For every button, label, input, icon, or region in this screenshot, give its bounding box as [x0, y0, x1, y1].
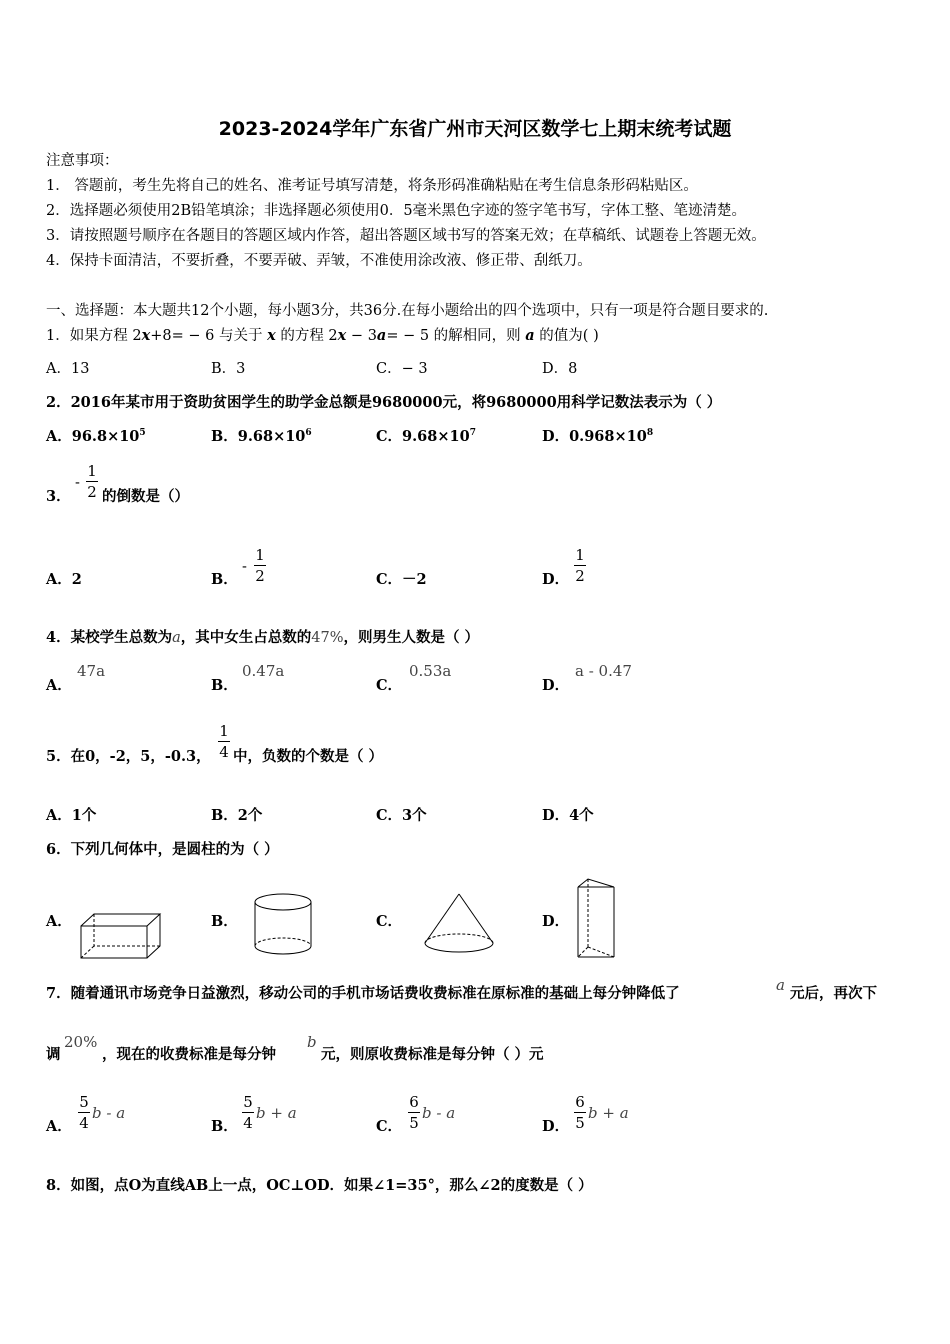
- question-7-line-1-end: 元后，再次下: [790, 985, 877, 1002]
- option-a: A．2: [46, 571, 82, 588]
- minus-sign: -: [242, 559, 247, 575]
- fraction: 1 2: [575, 546, 585, 585]
- fraction: 6 5: [409, 1093, 419, 1132]
- option-b: B．: [211, 571, 238, 588]
- notice-item: 2．选择题必须使用2B铅笔填涂；非选择题必须使用0．5毫米黑色字迹的签字笔书写，字体工整、笔迹清楚。: [46, 203, 747, 219]
- option-b: B．: [211, 1118, 238, 1135]
- option-b: B．: [211, 677, 238, 694]
- option-a-expression: b - a: [92, 1104, 126, 1122]
- option-c-expression: b - a: [422, 1104, 456, 1122]
- option-d-expression: a - 0.47: [575, 662, 632, 680]
- fraction: 1 2: [255, 546, 265, 585]
- option-c: C．: [376, 677, 403, 694]
- option-a: A．13: [46, 361, 90, 377]
- option-d: D．: [542, 677, 570, 694]
- option-a: A．: [46, 677, 72, 694]
- option-d: D．: [542, 571, 570, 588]
- question-6-stem: 6．下列几何体中，是圆柱的为（ ）: [46, 841, 279, 858]
- option-d: D．4个: [542, 807, 594, 824]
- option-c: C．－2: [376, 571, 427, 588]
- fraction: 1 2: [87, 462, 97, 501]
- option-d-expression: b + a: [588, 1104, 629, 1122]
- notice-heading: 注意事项：: [46, 153, 119, 169]
- fraction: 1 4: [219, 722, 229, 761]
- cylinder-figure: [253, 892, 313, 958]
- notice-item: 1． 答题前，考生先将自己的姓名、准考证号填写清楚，将条形码准确粘贴在考生信息条形码粘贴区。: [46, 178, 698, 194]
- triangular-prism-figure: [575, 877, 617, 959]
- option-d: D．$0.968\times 10^8$: [542, 428, 654, 445]
- cone-figure: [423, 893, 495, 955]
- option-b-expression: 0.47a: [242, 662, 285, 680]
- option-a: A．$96.8\times 10^5$: [46, 428, 146, 445]
- question-5-stem-start: 5．在0，-2，5，-0.3，: [46, 748, 211, 765]
- option-b: B．3: [211, 361, 246, 377]
- question-3-stem: 的倒数是（）: [102, 488, 189, 505]
- option-d: D．8: [542, 361, 578, 377]
- question-3-number: 3．: [46, 488, 71, 505]
- notice-item: 4．保持卡面清洁，不要折叠，不要弄破、弄皱，不准使用涂改液、修正带、刮纸刀。: [46, 253, 592, 269]
- question-7-line-2-start: 调: [46, 1046, 61, 1063]
- fraction: 5 4: [243, 1093, 253, 1132]
- page-title: 2023-2024学年广东省广州市天河区数学七上期末统考试题: [218, 118, 732, 140]
- option-b: B．: [211, 913, 238, 930]
- option-c: C．3个: [376, 807, 427, 824]
- option-a: A．: [46, 1118, 72, 1135]
- percent-value: 20%: [64, 1033, 98, 1051]
- cuboid-figure: [80, 912, 162, 960]
- notice-item: 3．请按照题号顺序在各题目的答题区域内作答，超出答题区域书写的答案无效；在草稿纸、试题卷上答题无效。: [46, 228, 766, 244]
- option-c: C．$9.68\times 10^7$: [376, 428, 476, 445]
- option-b-expression: b + a: [256, 1104, 297, 1122]
- fraction: 5 4: [79, 1093, 89, 1132]
- question-7-line-2-end: 元，则原收费标准是每分钟（ ）元: [321, 1046, 544, 1063]
- variable-b: b: [307, 1033, 317, 1051]
- option-a-expression: 47a: [77, 662, 106, 680]
- question-5-stem-end: 中，负数的个数是（ ）: [233, 748, 384, 765]
- option-b: B．$9.68\times 10^6$: [211, 428, 312, 445]
- question-4-stem: 4．某校学生总数为a，其中女生占总数的47%，则男生人数是（ ）: [46, 629, 480, 646]
- question-7-line-1: 7．随着通讯市场竞争日益激烈，移动公司的手机市场话费收费标准在原标准的基础上每分钟降低了: [46, 985, 680, 1002]
- option-c-expression: 0.53a: [409, 662, 452, 680]
- section-heading: 一、选择题：本大题共12个小题，每小题3分，共36分.在每小题给出的四个选项中，只有一项是符合题目要求的.: [46, 303, 769, 319]
- question-1-stem: 1．如果方程 2x+8= − 6 与关于 x 的方程 2x − 3a= − 5 的解相同，则 a 的值为( ): [46, 327, 599, 344]
- question-7-line-2-mid: ，现在的收费标准是每分钟: [102, 1046, 276, 1063]
- option-c: C．: [376, 1118, 403, 1135]
- option-d: D．: [542, 1118, 570, 1135]
- option-a: A．: [46, 913, 72, 930]
- option-c: C．− 3: [376, 361, 428, 377]
- option-d: D．: [542, 913, 570, 930]
- option-c: C．: [376, 913, 403, 930]
- question-8-stem: 8．如图，点O为直线AB上一点，OC⊥OD．如果∠1=35°，那么∠2的度数是（ ）: [46, 1177, 593, 1194]
- question-2-stem: 2．2016年某市用于资助贫困学生的助学金总额是9680000元，将9680000用科学记数法表示为（ ）: [46, 394, 722, 411]
- variable-a: a: [776, 976, 785, 994]
- option-b: B．2个: [211, 807, 263, 824]
- fraction: 6 5: [575, 1093, 585, 1132]
- minus-sign: -: [75, 475, 80, 491]
- option-a: A．1个: [46, 807, 97, 824]
